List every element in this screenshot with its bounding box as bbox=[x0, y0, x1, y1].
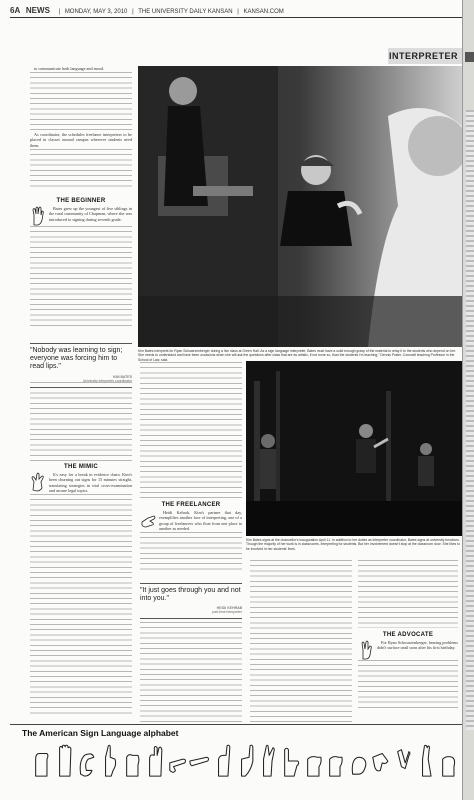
body-column-2-top bbox=[140, 362, 242, 498]
asl-hand-icon bbox=[140, 510, 156, 530]
body-text-lines bbox=[140, 532, 242, 572]
pull-quote-name: KIM BATES bbox=[113, 374, 132, 379]
body-text-lines bbox=[30, 226, 132, 326]
pull-quote-text: "It just goes through you and not into you." bbox=[140, 587, 241, 603]
asl-hand-c-icon bbox=[75, 741, 98, 781]
body-text-lines bbox=[358, 660, 458, 710]
asl-hand-f-icon bbox=[143, 741, 166, 781]
asl-hand-icon bbox=[30, 206, 46, 226]
asl-alphabet-title: The American Sign Language alphabet bbox=[22, 728, 179, 738]
pull-quote-title: University interpreter coordinator bbox=[82, 378, 132, 383]
subhead-mimic: THE MIMIC bbox=[63, 464, 99, 470]
asl-hand-r-icon bbox=[415, 741, 438, 781]
asl-hand-row bbox=[30, 741, 460, 787]
asl-hand-h-icon bbox=[188, 741, 211, 781]
body-column-4-top bbox=[358, 560, 458, 628]
subhead-advocate: THE ADVOCATE bbox=[382, 632, 434, 638]
asl-hand-b-icon bbox=[53, 741, 76, 781]
body-text-lines bbox=[30, 72, 132, 132]
mimic-lead: It's easy for a break in evidence chain. Kim's been churning out signs for 15 minutes straight, translating strategies in trial cross-examination and arcane legal topics. bbox=[49, 472, 132, 493]
asl-hand-j-icon bbox=[234, 741, 257, 781]
pull-quote-2 bbox=[140, 583, 242, 619]
asl-hand-i-icon bbox=[211, 741, 234, 781]
advocate-lead: For Ryan Schwarzenberger, hearing problems didn't surface until soon after his first birthday. bbox=[377, 640, 458, 651]
asl-hand-n-icon bbox=[324, 741, 347, 781]
issue-date: MONDAY, MAY 3, 2010 bbox=[64, 9, 128, 15]
asl-hand-k-icon bbox=[256, 741, 279, 781]
pull-quote-1 bbox=[30, 343, 132, 388]
subhead-freelancer: THE FREELANCER bbox=[161, 502, 221, 508]
asl-hand-icon bbox=[358, 640, 374, 660]
asl-hand-q-icon bbox=[392, 741, 415, 781]
body-text-lines bbox=[140, 622, 242, 722]
freelancer-section bbox=[140, 500, 242, 580]
pull-quote-title: part-time interpreter bbox=[212, 610, 242, 615]
adjacent-page-edge bbox=[462, 0, 474, 800]
pull-quote-text: "Nobody was learning to sign; everyone was forcing him to read lips." bbox=[30, 347, 123, 371]
photo-caption-1: Kim Bates interprets for Ryan Schwarzenberger during a live class at Green Hall. As a sign language interpreter, Bates must have a solid enough grasp of the material to relay it to the students who depend on her. She needs to understand and have been occasions when she will ask the questions after class that are as artistic, if not more so, than the students I'm teaching," Dennis Prater, Cornwell teaching Professor in the School of Law, said. bbox=[138, 349, 456, 362]
asl-hand-l-icon bbox=[279, 741, 302, 781]
asl-hand-p-icon bbox=[369, 741, 392, 781]
body-text-lines bbox=[140, 362, 242, 498]
asl-alphabet-strip bbox=[10, 724, 462, 791]
body-text-lines bbox=[30, 494, 132, 714]
section-name: NEWS bbox=[25, 6, 50, 15]
subhead-beginner: THE BEGINNER bbox=[56, 198, 106, 204]
body-text-lines bbox=[30, 382, 132, 462]
body-column-1-bottom bbox=[30, 382, 132, 722]
asl-hand-e-icon bbox=[121, 741, 144, 781]
paper-site: KANSAN.COM bbox=[243, 9, 284, 15]
asl-hand-icon bbox=[30, 472, 46, 492]
body-text-lines bbox=[30, 149, 132, 189]
photo-caption-2: Kim Bates signs at the chancellor's inauguration April 11. In addition to her duties as interpreter coordinator, Bates signs at university functions. Though the majority of her work is in classrooms, interpreting for students. But her involvement doesn't stop at the classroom door. She likes to be involved in her students' lives. bbox=[246, 538, 460, 551]
body-text-coordinator: As coordinator, the schedules freelance interpreters to be placed in classes around campus wherever students need them. bbox=[30, 132, 132, 148]
section-banner: INTERPRETER bbox=[388, 48, 462, 64]
body-column-1-top bbox=[30, 66, 132, 194]
asl-hand-d-icon bbox=[98, 741, 121, 781]
advocate-section bbox=[358, 630, 458, 722]
asl-hand-s-icon bbox=[437, 741, 460, 781]
asl-hand-o-icon bbox=[347, 741, 370, 781]
freelancer-lead: Heidi Kehrab, Kim's partner that day, exemplifies another face of interpreting, one of a group of freelancers who float from one place to another as needed. bbox=[159, 510, 242, 531]
page-number: 6A bbox=[10, 6, 21, 15]
photo-inauguration-signing bbox=[246, 361, 462, 536]
body-text-lines bbox=[358, 560, 458, 628]
photo-interpreter-classroom bbox=[138, 66, 462, 347]
folio-rule bbox=[10, 17, 462, 18]
body-column-2-bottom bbox=[140, 622, 242, 722]
paper-name: THE UNIVERSITY DAILY KANSAN bbox=[138, 9, 233, 15]
body-text-lines bbox=[250, 560, 352, 722]
asl-hand-a-icon bbox=[30, 741, 53, 781]
body-column-3 bbox=[250, 560, 352, 722]
asl-hand-g-icon bbox=[166, 741, 189, 781]
beginner-section bbox=[30, 196, 132, 341]
pull-quote-name: HEIDI KEHRAB bbox=[216, 606, 242, 611]
adjacent-page-text bbox=[466, 110, 474, 730]
body-text-lead: to communicate both language and mood. bbox=[34, 66, 105, 71]
page-folio: 6A NEWS | MONDAY, MAY 3, 2010 | THE UNIVERSITY DAILY KANSAN | KANSAN.COM bbox=[10, 6, 284, 15]
asl-hand-m-icon bbox=[302, 741, 325, 781]
beginner-lead: Bates grew up the youngest of five siblings in the rural community of Chapman, where she was introduced to signing during seventh grade. bbox=[49, 206, 132, 222]
adjacent-page-mark bbox=[465, 52, 474, 62]
